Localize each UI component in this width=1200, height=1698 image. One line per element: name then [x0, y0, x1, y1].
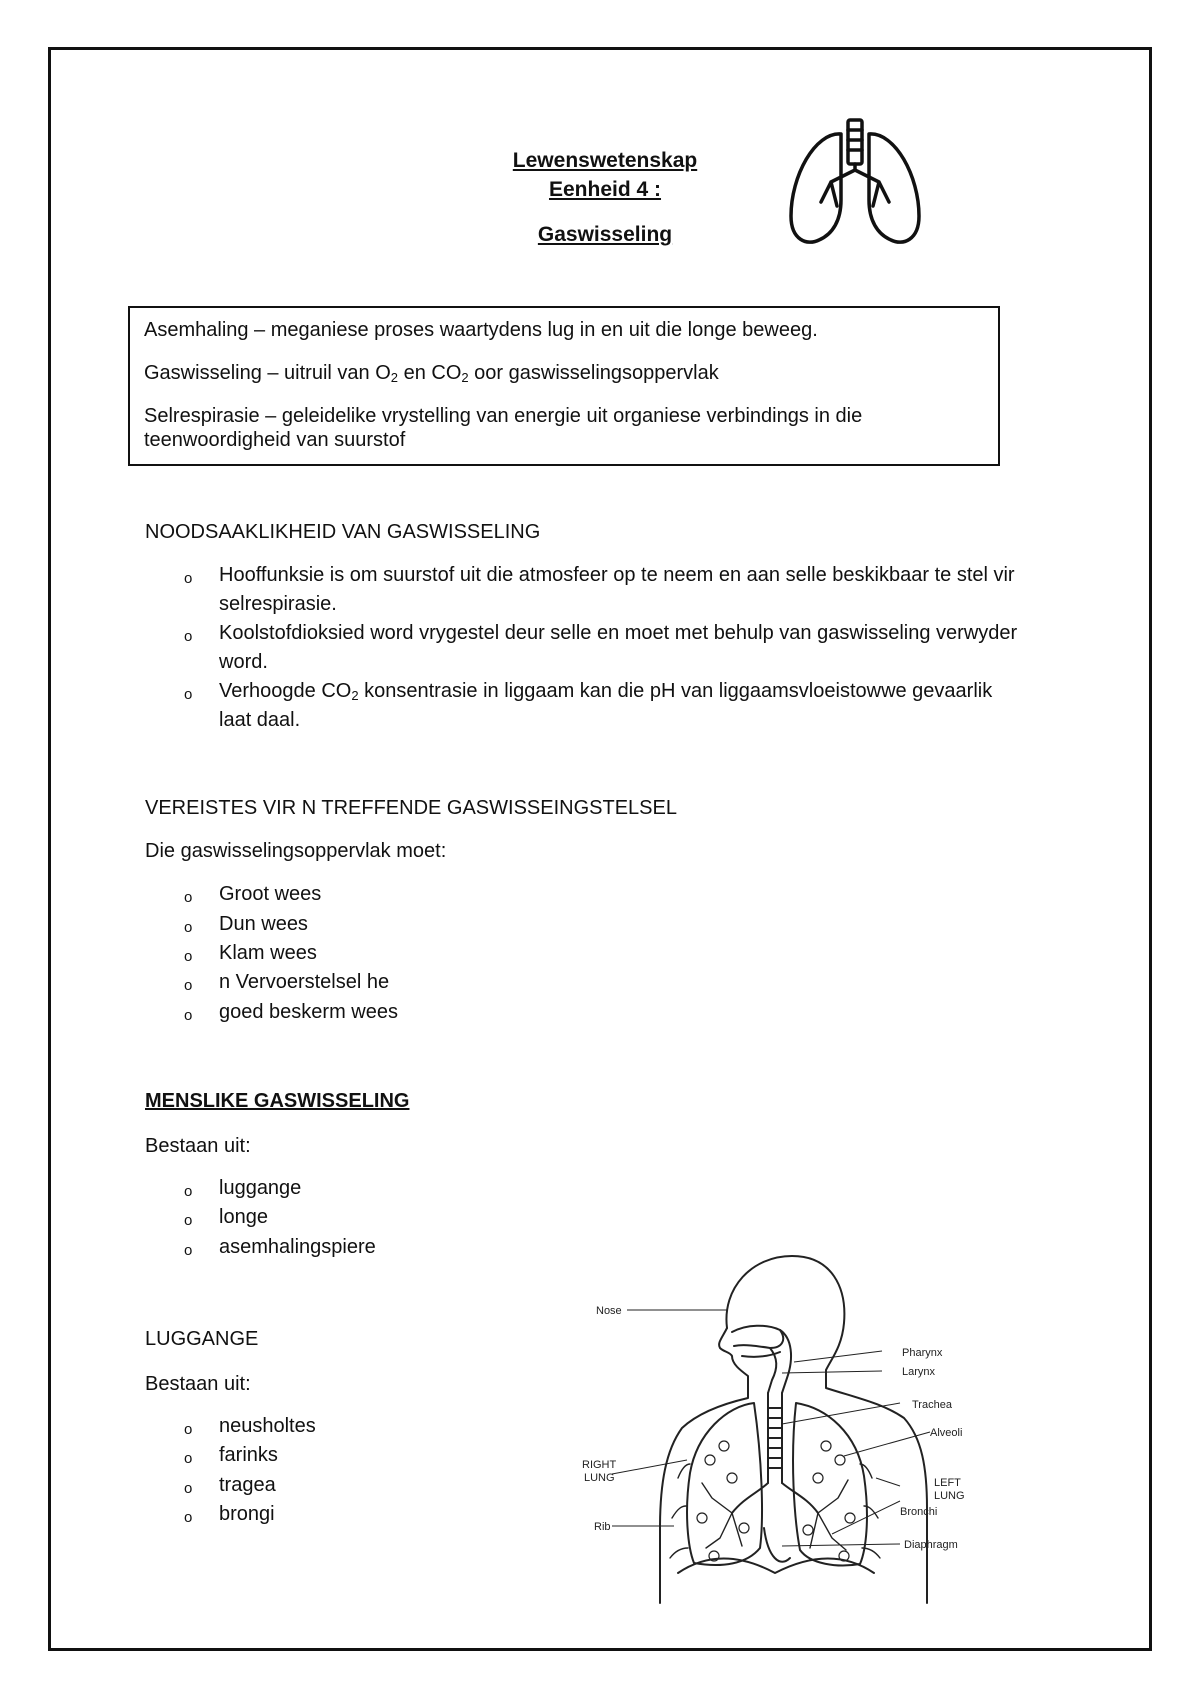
- label-right-lung: RIGHT: [582, 1459, 617, 1471]
- section-heading-vereistes: VEREISTES VIR N TREFFENDE GASWISSEINGSTELSEL: [145, 797, 677, 819]
- label-right-lung-2: LUNG: [584, 1472, 615, 1484]
- title-subject: Lewenswetenskap: [512, 149, 698, 172]
- right-lung: [687, 1403, 762, 1565]
- label-bronchi: Bronchi: [900, 1506, 938, 1518]
- section-intro: Die gaswisselingsoppervlak moet:: [145, 840, 447, 862]
- label-left-lung-2: LUNG: [934, 1490, 965, 1502]
- label-rib: Rib: [594, 1521, 611, 1533]
- section-heading-noodsaaklikheid: NOODSAAKLIKHEID VAN GASWISSELING: [145, 521, 541, 543]
- title-topic: Gaswisseling: [537, 223, 673, 246]
- label-left-lung: LEFT: [934, 1477, 961, 1489]
- respiratory-system-diagram: [582, 1228, 980, 1606]
- label-trachea: Trachea: [912, 1399, 952, 1411]
- section-heading-luggange: LUGGANGE: [145, 1328, 259, 1350]
- section-intro: Bestaan uit:: [145, 1373, 251, 1395]
- definitions-box: [128, 306, 1000, 466]
- definition-selrespirasie: Selrespirasie – geleidelike vrystelling van energie uit organiese verbindings in die teenwoordigheid van suurstof: [144, 405, 863, 451]
- label-nose: Nose: [596, 1305, 622, 1317]
- page-title: [455, 146, 755, 249]
- label-larynx: Larynx: [902, 1366, 936, 1378]
- lungs-icon: [785, 116, 925, 252]
- left-lung: [793, 1403, 867, 1565]
- label-alveoli: Alveoli: [930, 1427, 963, 1439]
- section-heading-menslike: MENSLIKE GASWISSELING: [145, 1090, 410, 1112]
- label-diaphragm: Diaphragm: [904, 1539, 958, 1551]
- definition-gaswisseling: Gaswisseling – uitruil van $O_2$ en $CO_2$ oor gaswisselingsoppervlak: [144, 362, 719, 385]
- title-unit: Eenheid 4 :: [548, 178, 662, 201]
- label-pharynx: Pharynx: [902, 1347, 943, 1359]
- section-intro: Bestaan uit:: [145, 1135, 251, 1157]
- definition-asemhaling: Asemhaling – meganiese proses waartydens lug in en uit die longe beweeg.: [144, 319, 818, 341]
